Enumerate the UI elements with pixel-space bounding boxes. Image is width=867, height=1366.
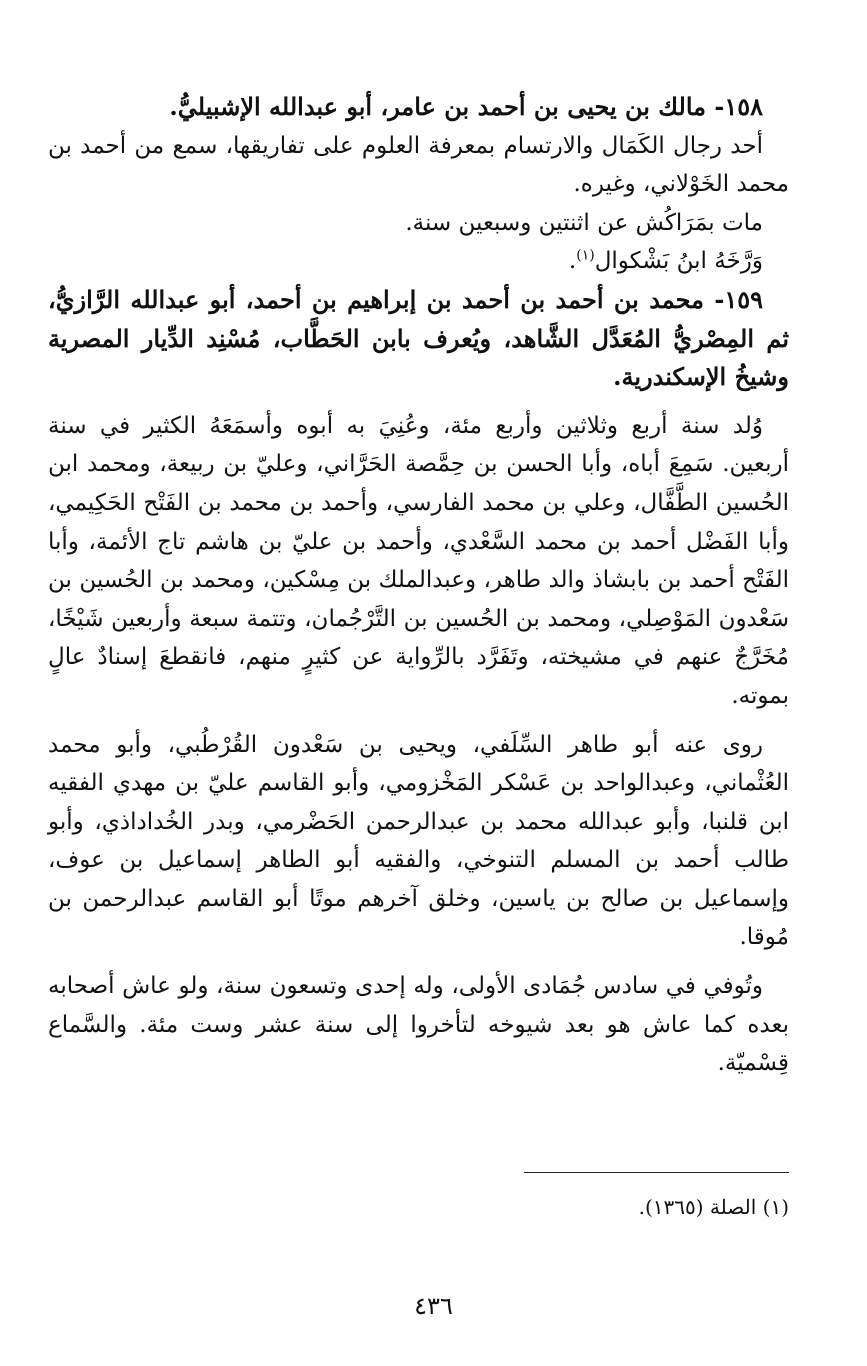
entry-159-paragraph-1: وُلد سنة أربع وثلاثين وأربع مئة، وعُنِيَ به أبوه وأسمَعَهُ الكثير في سنة أربعين. سَمِعَ أباه، وأبا الحسن بن حِمَّصة الحَرَّاني، وعليّ بن ربيعة، ومحمد ابن الحُسين الطَّفَّال، وعلي بن محمد الفارسي، وأحمد بن محمد بن الفَتْح الحَكِيمي، وأبا الفَضْل أحمد بن محمد السَّعْدي، وأحمد بن عليّ بن هاشم تاج الأئمة، وأبا الفَتْح أحمد بن بابشاذ والد طاهر، وعبدالملك بن مِسْكين، ومحمد بن الحُسين بن سَعْدون المَوْصِلي، ومحمد بن الحُسين بن التَّرْجُمان، وتتمة سبعة وأربعين شَيْخًا، مُخَرَّجٌ عنهم في مشيخته، وتَفَرَّد بالرِّواية عن كثيرٍ منهم، فانقطعَ إسنادٌ عالٍ بموته. (48, 412, 789, 709)
entry-158-heading: ١٥٨- مالك بن يحيى بن أحمد بن عامر، أبو عبدالله الإشبيليُّ. (169, 92, 763, 121)
entry-158-paragraph-2: مات بمَرَاكُش عن اثنتين وسبعين سنة. (405, 209, 763, 236)
footnote: (١) الصلة (١٣٦٥). (638, 1195, 789, 1219)
footnote-separator (524, 1172, 789, 1173)
entry-159-paragraph-3: وتُوفي في سادس جُمَادى الأولى، وله إحدى وتسعون سنة، ولو عاش أصحابه بعده كما عاش هو بعد شيوخه لتأخروا إلى سنة عشر وست مئة. والسَّماع قِسْميّة. (48, 973, 789, 1077)
entry-158-paragraph-1: أحد رجال الكَمَال والارتسام بمعرفة العلوم على تفاريقها، سمع من أحمد بن محمد الخَوْلاني، وغيره. (48, 132, 789, 198)
entry-158-paragraph-3 (48, 242, 789, 281)
entry-159-heading: ١٥٩- محمد بن أحمد بن أحمد بن إبراهيم بن أحمد، أبو عبدالله الرَّازيُّ، ثم المِصْريُّ المُعَدَّل الشَّاهد، ويُعرف بابن الحَطَّاب، مُسْنِد الدِّيار المصرية وشيخُ الإسكندرية. (48, 284, 789, 392)
entry-159-paragraph-2: روى عنه أبو طاهر السِّلَفي، ويحيى بن سَعْدون القُرْطُبي، وأبو محمد العُثْماني، وعبدالواحد بن عَسْكر المَخْزومي، وأبو القاسم عليّ بن مهدي الفقيه ابن قلنبا، وأبو عبدالله محمد بن عبدالرحمن الحَضْرمي، وبدر الخُداداذي، وأبو طالب أحمد بن المسلم التنوخي، والفقيه أبو الطاهر إسماعيل بن عوف، وإسماعيل بن صالح بن ياسين، وخلق آخرهم موتًا أبو القاسم عبدالرحمن بن مُوقا. (48, 731, 789, 951)
entry-158-attribution-end: . (568, 248, 577, 275)
footnote-reference: (١) (576, 247, 595, 264)
page-number: ٤٣٦ (414, 1292, 453, 1320)
main-text (48, 88, 789, 1083)
entry-158-attribution: وَرَّخَهُ ابنُ بَشْكوال (594, 248, 763, 275)
